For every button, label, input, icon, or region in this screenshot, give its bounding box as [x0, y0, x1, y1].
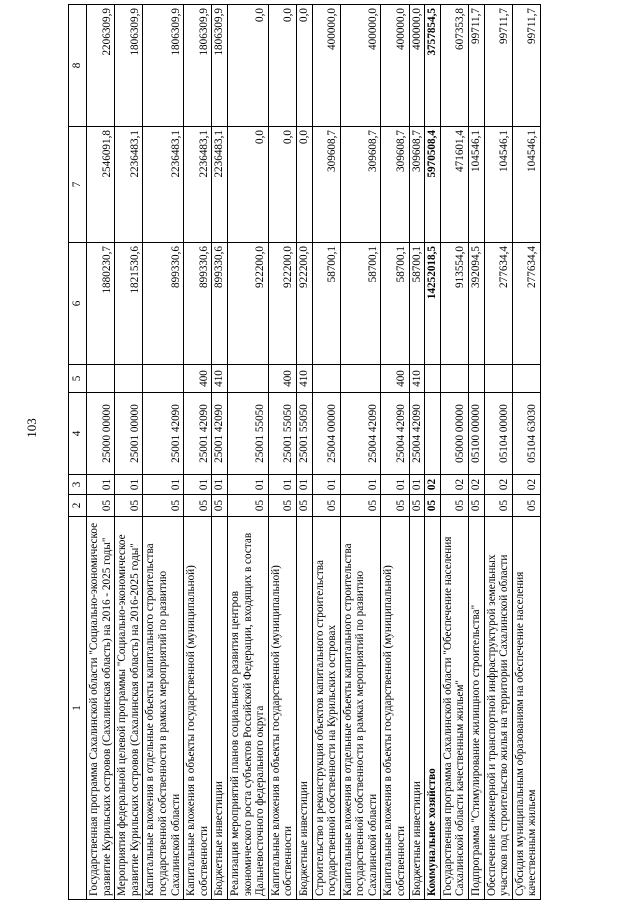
subsection-code-cell: 01	[227, 475, 268, 495]
table-row	[184, 5, 212, 900]
table-row	[425, 5, 441, 900]
subsection-code-cell: 01	[409, 475, 425, 495]
expense-type-cell	[425, 365, 441, 393]
amount-col6-cell: 58700,1	[409, 243, 425, 365]
amount-col7-cell: 2236483,1	[143, 127, 184, 243]
row-name-cell: Субсидия муниципальным образованиям на обеспечение населения качественным жильем	[512, 517, 540, 900]
table-row	[512, 5, 540, 900]
subsection-code-cell: 01	[296, 475, 312, 495]
amount-col7-cell: 2236483,1	[212, 127, 228, 243]
amount-col6-cell: 899330,6	[212, 243, 228, 365]
target-article-cell: 25004 42090	[381, 393, 409, 475]
amount-col7-cell: 2236483,1	[184, 127, 212, 243]
subsection-code-cell: 01	[87, 475, 115, 495]
amount-col8-cell: 99711,7	[469, 5, 485, 127]
row-name-cell: Коммунальное хозяйство	[425, 517, 441, 900]
amount-col6-cell: 1880230,7	[87, 243, 115, 365]
column-header-3: 3	[69, 475, 87, 495]
target-article-cell: 25001 00000	[115, 393, 143, 475]
amount-col7-cell: 309608,7	[381, 127, 409, 243]
table-row	[87, 5, 115, 900]
amount-col6-cell: 899330,6	[184, 243, 212, 365]
expense-type-cell: 410	[296, 365, 312, 393]
row-name-cell: Реализация мероприятий планов социального развития центров экономического роста субъектов Российской Федерации, входящих в состав Дальневосточного федерального округа	[227, 517, 268, 900]
amount-col7-cell: 104546,1	[484, 127, 512, 243]
table-row	[296, 5, 312, 900]
target-article-cell: 25001 42090	[184, 393, 212, 475]
target-article-cell: 25000 00000	[87, 393, 115, 475]
target-article-cell: 05000 00000	[440, 393, 468, 475]
expense-type-cell: 400	[268, 365, 296, 393]
expense-type-cell	[115, 365, 143, 393]
row-name-cell: Капитальные вложения в объекты государственной (муниципальной) собственности	[268, 517, 296, 900]
row-name-cell: Государственная программа Сахалинской области "Обеспечение населения Сахалинской области качественным жильем"	[440, 517, 468, 900]
amount-col7-cell: 471601,4	[440, 127, 468, 243]
subsection-code-cell: 02	[512, 475, 540, 495]
amount-col7-cell: 0,0	[296, 127, 312, 243]
amount-col6-cell: 58700,1	[340, 243, 381, 365]
target-article-cell: 25004 42090	[340, 393, 381, 475]
row-name-cell: Строительство и реконструкция объектов капитального строительства государственной собственности на Курильских островах	[312, 517, 340, 900]
section-code-cell: 05	[115, 495, 143, 517]
subsection-code-cell: 01	[115, 475, 143, 495]
amount-col8-cell: 3757854,5	[425, 5, 441, 127]
expense-type-cell	[312, 365, 340, 393]
amount-col6-cell: 277634,4	[484, 243, 512, 365]
amount-col6-cell: 1821530,6	[115, 243, 143, 365]
row-name-cell: Бюджетные инвестиции	[212, 517, 228, 900]
amount-col6-cell: 392094,5	[469, 243, 485, 365]
section-code-cell: 05	[212, 495, 228, 517]
column-header-2: 2	[69, 495, 87, 517]
table-row	[469, 5, 485, 900]
amount-col7-cell: 2546091,8	[87, 127, 115, 243]
section-code-cell: 05	[381, 495, 409, 517]
expense-type-cell	[227, 365, 268, 393]
section-code-cell: 05	[484, 495, 512, 517]
target-article-cell: 05104 63030	[512, 393, 540, 475]
expense-type-cell	[87, 365, 115, 393]
section-code-cell: 05	[184, 495, 212, 517]
target-article-cell: 25004 42090	[409, 393, 425, 475]
table-row	[115, 5, 143, 900]
section-code-cell: 05	[268, 495, 296, 517]
table-row	[409, 5, 425, 900]
amount-col8-cell: 99711,7	[512, 5, 540, 127]
amount-col8-cell: 2206309,9	[87, 5, 115, 127]
column-header-1: 1	[69, 517, 87, 900]
amount-col6-cell: 922200,0	[268, 243, 296, 365]
column-header-4: 4	[69, 393, 87, 475]
subsection-code-cell: 02	[440, 475, 468, 495]
expense-type-cell	[484, 365, 512, 393]
section-code-cell: 05	[425, 495, 441, 517]
amount-col7-cell: 0,0	[268, 127, 296, 243]
target-article-cell	[425, 393, 441, 475]
table-row	[212, 5, 228, 900]
subsection-code-cell: 01	[184, 475, 212, 495]
table-row	[484, 5, 512, 900]
subsection-code-cell: 02	[484, 475, 512, 495]
row-name-cell: Обеспечение инженерной и транспортной инфраструктурой земельных участков под строительство жилья на территории Сахалинской области	[484, 517, 512, 900]
section-code-cell: 05	[409, 495, 425, 517]
expense-type-cell: 400	[184, 365, 212, 393]
amount-col7-cell: 5970508,4	[425, 127, 441, 243]
expense-type-cell	[469, 365, 485, 393]
amount-col7-cell: 104546,1	[469, 127, 485, 243]
expense-type-cell	[143, 365, 184, 393]
section-code-cell: 05	[340, 495, 381, 517]
table-row	[143, 5, 184, 900]
table-row	[440, 5, 468, 900]
amount-col7-cell: 0,0	[227, 127, 268, 243]
amount-col8-cell: 1806309,9	[212, 5, 228, 127]
amount-col7-cell: 309608,7	[409, 127, 425, 243]
target-article-cell: 05100 00000	[469, 393, 485, 475]
amount-col8-cell: 400000,0	[312, 5, 340, 127]
expense-type-cell: 410	[212, 365, 228, 393]
table-body	[87, 5, 541, 900]
amount-col6-cell: 277634,4	[512, 243, 540, 365]
row-name-cell: Капитальные вложения в отдельные объекты капитального строительства государственной собственности в рамках мероприятий по развитию Сахалинской области	[340, 517, 381, 900]
amount-col8-cell: 0,0	[296, 5, 312, 127]
row-name-cell: Мероприятия федеральной целевой программы "Социально-экономическое развитие Курильских островов (Сахалинская область) на 2016-2025 годы"	[115, 517, 143, 900]
amount-col8-cell: 99711,7	[484, 5, 512, 127]
amount-col6-cell: 58700,1	[312, 243, 340, 365]
row-name-cell: Капитальные вложения в объекты государственной (муниципальной) собственности	[381, 517, 409, 900]
amount-col8-cell: 1806309,9	[143, 5, 184, 127]
amount-col8-cell: 400000,0	[409, 5, 425, 127]
section-code-cell: 05	[143, 495, 184, 517]
amount-col7-cell: 104546,1	[512, 127, 540, 243]
table-row	[381, 5, 409, 900]
subsection-code-cell: 01	[143, 475, 184, 495]
column-header-5: 5	[69, 365, 87, 393]
subsection-code-cell: 02	[469, 475, 485, 495]
amount-col7-cell: 309608,7	[312, 127, 340, 243]
target-article-cell: 05104 00000	[484, 393, 512, 475]
target-article-cell: 25004 00000	[312, 393, 340, 475]
amount-col8-cell: 400000,0	[381, 5, 409, 127]
target-article-cell: 25001 55050	[268, 393, 296, 475]
amount-col7-cell: 309608,7	[340, 127, 381, 243]
expense-type-cell	[512, 365, 540, 393]
amount-col6-cell: 14252018,5	[425, 243, 441, 365]
table-row	[312, 5, 340, 900]
section-code-cell: 05	[512, 495, 540, 517]
row-name-cell: Бюджетные инвестиции	[296, 517, 312, 900]
amount-col8-cell: 400000,0	[340, 5, 381, 127]
table-row	[340, 5, 381, 900]
row-name-cell: Подпрограмма "Стимулирование жилищного строительства"	[469, 517, 485, 900]
section-code-cell: 05	[312, 495, 340, 517]
target-article-cell: 25001 42090	[143, 393, 184, 475]
amount-col7-cell: 2236483,1	[115, 127, 143, 243]
row-name-cell: Бюджетные инвестиции	[409, 517, 425, 900]
expense-type-cell	[340, 365, 381, 393]
section-code-cell: 05	[296, 495, 312, 517]
section-code-cell: 05	[87, 495, 115, 517]
amount-col8-cell: 0,0	[268, 5, 296, 127]
table-row	[268, 5, 296, 900]
page-number: 103	[24, 418, 39, 438]
target-article-cell: 25001 55050	[227, 393, 268, 475]
expense-type-cell: 410	[409, 365, 425, 393]
target-article-cell: 25001 42090	[212, 393, 228, 475]
amount-col8-cell: 0,0	[227, 5, 268, 127]
row-name-cell: Государственная программа Сахалинской области "Социально-экономическое развитие Курильских островов (Сахалинская область) на 2016 - 2025 годы"	[87, 517, 115, 900]
subsection-code-cell: 01	[381, 475, 409, 495]
amount-col8-cell: 1806309,9	[184, 5, 212, 127]
section-code-cell: 05	[440, 495, 468, 517]
rotated-page	[63, 0, 638, 905]
amount-col6-cell: 922200,0	[227, 243, 268, 365]
amount-col8-cell: 1806309,9	[115, 5, 143, 127]
amount-col6-cell: 913554,0	[440, 243, 468, 365]
target-article-cell: 25001 55050	[296, 393, 312, 475]
header-row	[69, 5, 87, 900]
subsection-code-cell: 01	[340, 475, 381, 495]
amount-col6-cell: 899330,6	[143, 243, 184, 365]
expense-type-cell: 400	[381, 365, 409, 393]
subsection-code-cell: 01	[212, 475, 228, 495]
amount-col8-cell: 607353,8	[440, 5, 468, 127]
table-row	[227, 5, 268, 900]
subsection-code-cell: 01	[268, 475, 296, 495]
section-code-cell: 05	[227, 495, 268, 517]
row-name-cell: Капитальные вложения в объекты государственной (муниципальной) собственности	[184, 517, 212, 900]
section-code-cell: 05	[469, 495, 485, 517]
budget-table	[68, 4, 541, 900]
column-header-6: 6	[69, 243, 87, 365]
row-name-cell: Капитальные вложения в отдельные объекты капитального строительства государственной собственности в рамках мероприятий по развитию Сахалинской области	[143, 517, 184, 900]
amount-col6-cell: 58700,1	[381, 243, 409, 365]
column-header-8: 8	[69, 5, 87, 127]
column-header-7: 7	[69, 127, 87, 243]
expense-type-cell	[440, 365, 468, 393]
amount-col6-cell: 922200,0	[296, 243, 312, 365]
subsection-code-cell: 02	[425, 475, 441, 495]
subsection-code-cell: 01	[312, 475, 340, 495]
